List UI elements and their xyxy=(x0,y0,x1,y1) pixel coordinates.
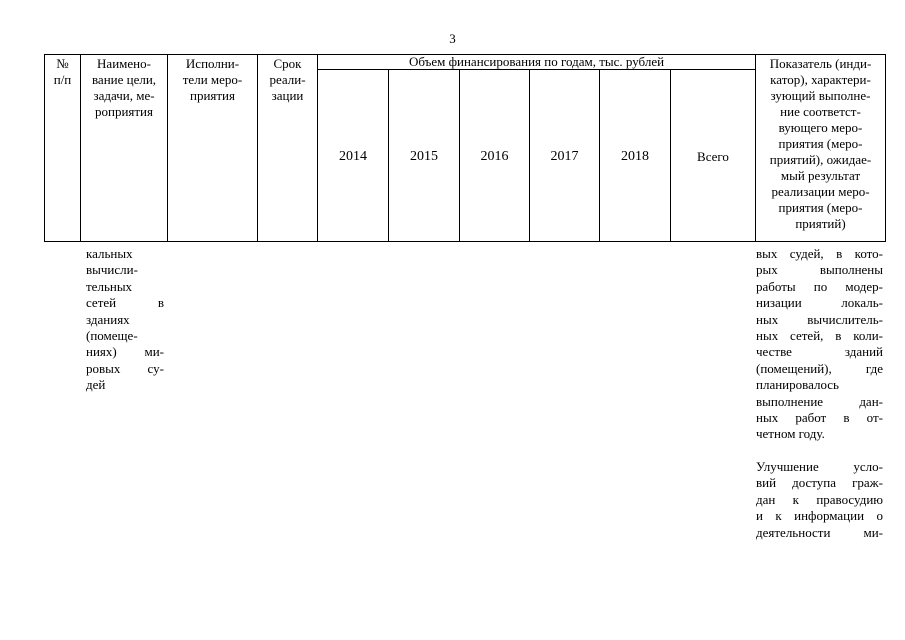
col-sep-4 xyxy=(317,54,318,242)
header-year-2016: 2016 xyxy=(480,149,509,164)
header-col-term: Срок реали- зации xyxy=(269,56,306,103)
header-total: Всего xyxy=(697,149,729,164)
header-funding-title: Объем финансирования по годам, тыс. рублей xyxy=(408,54,665,69)
page-number: 3 xyxy=(449,31,456,46)
body-name-column: кальных вычисли- тельных сетей в зданиях (помеще- ниях) ми- ровых су- дей xyxy=(86,246,164,393)
header-year-2017: 2017 xyxy=(550,149,579,164)
col-sep-11 xyxy=(885,54,886,242)
header-col-indicator: Показатель (инди- катор), характери- зующий выполне- ние соответст- вующего меро- приятия (меро- приятий), ожидае- мый результат реализации меро- приятия (меро- приятий) xyxy=(769,56,872,231)
table-header-bottom-border xyxy=(44,241,885,242)
header-col-num: № п/п xyxy=(53,56,72,87)
header-col-executors: Исполни- тели меро- приятия xyxy=(182,56,243,103)
body-indicator-column: вых судей, в кото- рых выполнены работы по модер- низации локаль- ных вычислитель- ных сетей, в коли- честве зданий (помещений), где планировалось выполнение дан- ных работ в от- четном году. Улучшение усло- вий доступа граж- дан к правосудию и к информации о деятельности ми- xyxy=(756,246,883,540)
header-col-name: Наимено- вание цели, задачи, ме- роприятия xyxy=(91,56,157,119)
header-year-2018: 2018 xyxy=(621,149,649,164)
header-year-2014: 2014 xyxy=(339,149,367,164)
header-year-2015: 2015 xyxy=(410,149,438,164)
